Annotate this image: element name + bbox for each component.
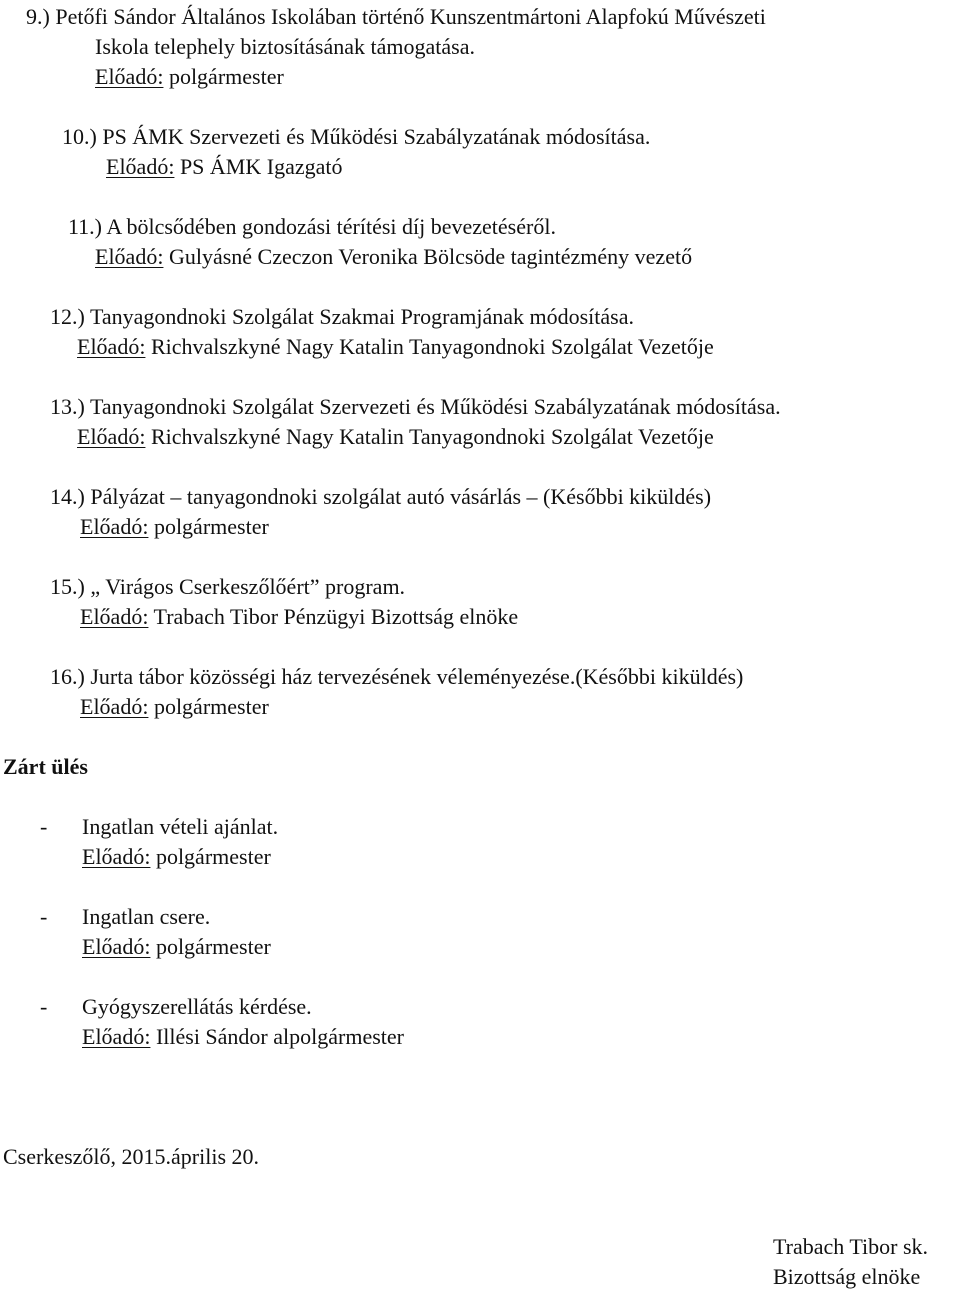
presenter-name: Richvalszkyné Nagy Katalin Tanyagondnoki Szolgálat Vezetője — [150, 334, 714, 359]
agenda-item-13 — [50, 392, 781, 422]
presenter-name: Trabach Tibor Pénzügyi Bizottság elnöke — [153, 604, 519, 629]
agenda-item-12 — [50, 302, 634, 332]
item-title: PS ÁMK Szervezeti és Működési Szabályzatának módosítása. — [102, 124, 651, 149]
presenter-name: Illési Sándor alpolgármester — [155, 1024, 404, 1049]
item-number: 14.) — [50, 484, 85, 509]
item-title: „ Virágos Cserkeszőlőért” program. — [90, 574, 406, 599]
item-number: 9.) — [26, 4, 50, 29]
signature-name: Trabach Tibor sk. — [773, 1234, 929, 1259]
presenter-label: Előadó: — [82, 1024, 151, 1049]
closed-item-3 — [40, 992, 47, 1022]
agenda-item-14 — [50, 482, 711, 512]
presenter-label: Előadó: — [77, 424, 146, 449]
item-title: Jurta tábor közösségi ház tervezésének véleményezése.(Későbbi kiküldés) — [90, 664, 744, 689]
closed-item-3-presenter — [82, 1022, 404, 1052]
presenter-label: Előadó: — [82, 934, 151, 959]
presenter-name: Richvalszkyné Nagy Katalin Tanyagondnoki Szolgálat Vezetője — [150, 424, 714, 449]
closed-item-2 — [40, 902, 47, 932]
agenda-item-16-presenter — [80, 692, 269, 722]
item-title: Tanyagondnoki Szolgálat Szakmai Programjának módosítása. — [89, 304, 634, 329]
closed-item-1-title: Ingatlan vételi ajánlat. — [82, 814, 279, 839]
item-dash: - — [40, 994, 48, 1019]
presenter-label: Előadó: — [95, 244, 164, 269]
agenda-item-13-presenter — [77, 422, 714, 452]
agenda-item-15-presenter — [80, 602, 518, 632]
agenda-item-14-presenter — [80, 512, 269, 542]
agenda-item-16 — [50, 662, 743, 692]
presenter-label: Előadó: — [80, 604, 149, 629]
item-dash: - — [40, 814, 48, 839]
item-number: 12.) — [50, 304, 85, 329]
closed-item-3-title: Gyógyszerellátás kérdése. — [82, 994, 312, 1019]
presenter-name: polgármester — [155, 934, 271, 959]
closed-session-heading: Zárt ülés — [3, 754, 88, 779]
presenter-name: Gulyásné Czeczon Veronika Bölcsöde tagintézmény vezető — [168, 244, 693, 269]
item-number: 16.) — [50, 664, 85, 689]
place-date: Cserkeszőlő, 2015.április 20. — [3, 1144, 260, 1169]
closed-item-2-title: Ingatlan csere. — [82, 904, 211, 929]
item-number: 13.) — [50, 394, 85, 419]
presenter-label: Előadó: — [80, 514, 149, 539]
presenter-name: PS ÁMK Igazgató — [179, 154, 343, 179]
presenter-label: Előadó: — [95, 64, 164, 89]
closed-item-2-presenter — [82, 932, 271, 962]
agenda-item-9-presenter — [95, 62, 284, 92]
item-title: Pályázat – tanyagondnoki szolgálat autó vásárlás – (Későbbi kiküldés) — [90, 484, 712, 509]
presenter-name: polgármester — [155, 844, 271, 869]
presenter-name: polgármester — [153, 514, 269, 539]
item-title: A bölcsődében gondozási térítési díj bevezetéséről. — [106, 214, 556, 239]
presenter-label: Előadó: — [106, 154, 175, 179]
item-dash: - — [40, 904, 48, 929]
presenter-name: polgármester — [153, 694, 269, 719]
agenda-item-9-line2: Iskola telephely biztosításának támogatása. — [95, 34, 475, 59]
closed-item-1 — [40, 812, 47, 842]
agenda-item-11 — [68, 212, 556, 242]
item-title: Petőfi Sándor Általános Iskolában történő Kunszentmártoni Alapfokú Művészeti — [55, 4, 766, 29]
presenter-label: Előadó: — [77, 334, 146, 359]
item-number: 10.) — [62, 124, 97, 149]
agenda-item-10-presenter — [106, 152, 342, 182]
item-number: 11.) — [68, 214, 103, 239]
agenda-item-11-presenter — [95, 242, 692, 272]
signature-role: Bizottság elnöke — [773, 1264, 921, 1289]
agenda-item-9-line1 — [26, 2, 766, 32]
presenter-name: polgármester — [168, 64, 284, 89]
presenter-label: Előadó: — [80, 694, 149, 719]
presenter-label: Előadó: — [82, 844, 151, 869]
item-number: 15.) — [50, 574, 85, 599]
agenda-item-10 — [62, 122, 650, 152]
item-title: Tanyagondnoki Szolgálat Szervezeti és Működési Szabályzatának módosítása. — [89, 394, 781, 419]
agenda-item-15 — [50, 572, 405, 602]
agenda-item-12-presenter — [77, 332, 714, 362]
closed-item-1-presenter — [82, 842, 271, 872]
